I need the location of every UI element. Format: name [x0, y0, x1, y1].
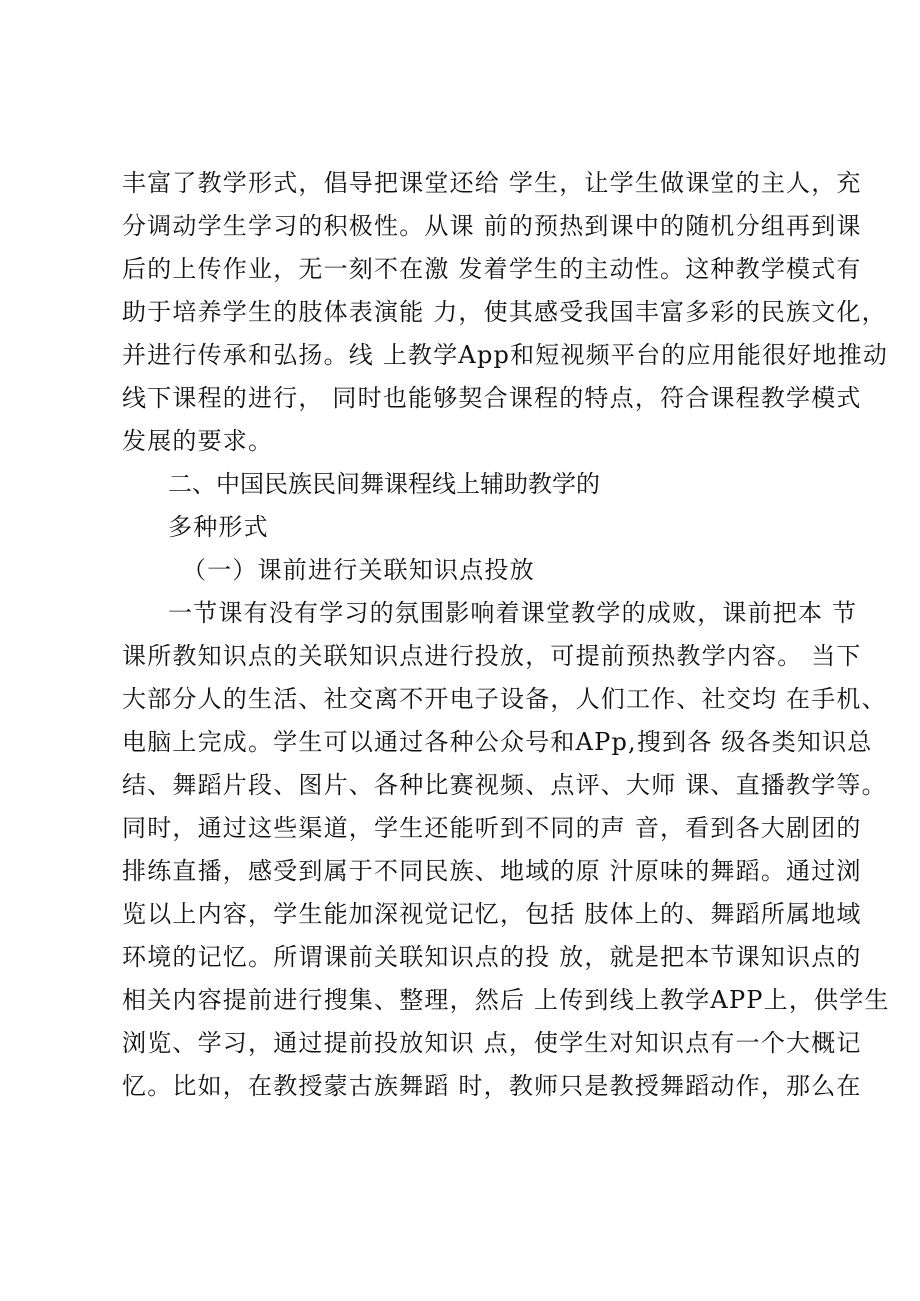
text-line: 忆。比如，在教授蒙古族舞蹈 时，教师只是教授舞蹈动作，那么在 — [122, 1072, 862, 1100]
text-line: 浏览、学习，通过提前投放知识 点，使学生对知识点有一个大概记 — [122, 1029, 862, 1057]
text-line: 线下课程的进行， 同时也能够契合课程的特点，符合课程教学模式 — [122, 384, 862, 412]
text-line: 览以上内容，学生能加深视觉记忆，包括 肢体上的、舞蹈所属地域 — [122, 900, 862, 928]
text-line: 电脑上完成。学生可以通过各种公众号和APp,搜到各 级各类知识总 — [122, 728, 873, 756]
text-line: 发展的要求。 — [122, 427, 274, 455]
subsection-heading: （一）课前进行关联知识点投放 — [182, 556, 535, 584]
text-line: 一节课有没有学习的氛围影响着课堂教学的成败，课前把本 节 — [168, 599, 858, 627]
text-line: 分调动学生学习的积极性。从课 前的预热到课中的随机分组再到课 — [122, 212, 862, 240]
section-heading: 二、中国民族民间舞课程线上辅助教学的 — [168, 470, 600, 498]
text-line: 后的上传作业，无一刻不在激 发着学生的主动性。这种教学模式有 — [122, 255, 862, 283]
text-line: 丰富了教学形式，倡导把课堂还给 学生，让学生做课堂的主人，充 — [122, 169, 862, 197]
text-line: 相关内容提前进行搜集、整理，然后 上传到线上教学APP上，供学生 — [122, 986, 890, 1014]
section-heading-continued: 多种形式 — [168, 513, 269, 541]
text-line: 并进行传承和弘扬。线 上教学App和短视频平台的应用能很好地推动 — [122, 341, 889, 369]
text-line: 环境的记忆。所谓课前关联知识点的投 放，就是把本节课知识点的 — [122, 943, 862, 971]
text-line: 课所教知识点的关联知识点进行投放，可提前预热教学内容。 当下 — [122, 642, 862, 670]
text-line: 助于培养学生的肢体表演能 力，使其感受我国丰富多彩的民族文化， — [122, 298, 887, 326]
text-line: 排练直播，感受到属于不同民族、地域的原 汁原味的舞蹈。通过浏 — [122, 857, 862, 885]
text-line: 同时，通过这些渠道，学生还能听到不同的声 音，看到各大剧团的 — [122, 814, 862, 842]
text-line: 结、舞蹈片段、图片、各种比赛视频、点评、大师 课、直播教学等。 — [122, 771, 887, 799]
text-line: 大部分人的生活、社交离不开电子设备，人们工作、社交均 在手机、 — [122, 685, 887, 713]
